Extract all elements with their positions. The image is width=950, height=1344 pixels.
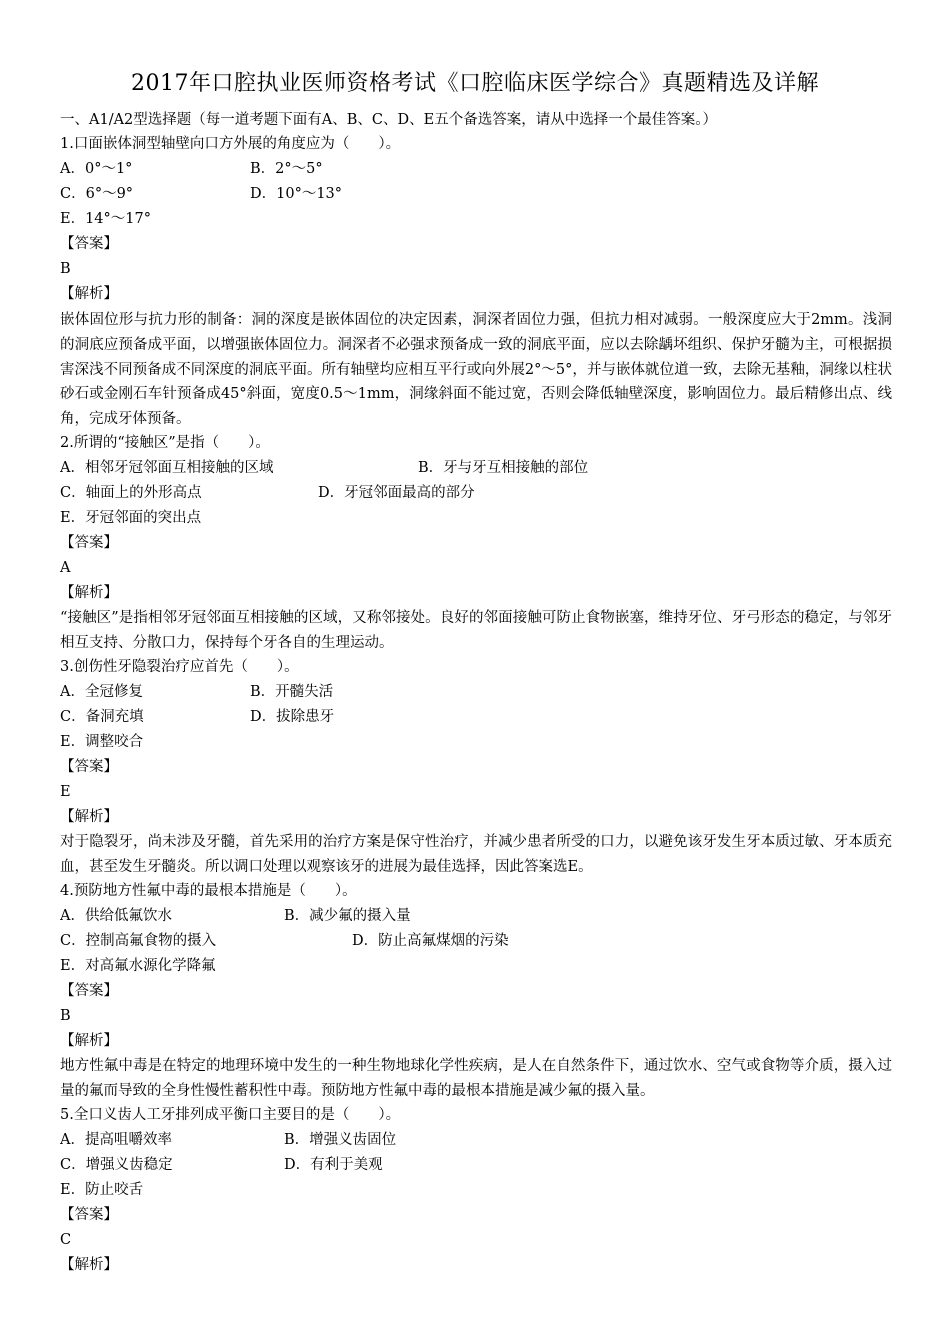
q4-analysis: 地方性氟中毒是在特定的地理环境中发生的一种生物地球化学性疾病，是人在自然条件下，通过饮水、空气或食物等介质，摄入过量的氟而导致的全身性慢性蓄积性中毒。预防地方性氟中毒的最根本措施是减少氟的摄入量。 <box>60 1058 892 1099</box>
q5-option-d: D．有利于美观 <box>284 1157 383 1173</box>
q2-option-b: B．牙与牙互相接触的部位 <box>418 460 589 476</box>
q5-answer: C <box>60 1232 72 1248</box>
q2-option-e: E．牙冠邻面的突出点 <box>60 510 202 526</box>
q1-option-d: D．10°～13° <box>250 186 343 202</box>
q3-option-d: D．拔除患牙 <box>250 709 335 725</box>
q3-answer-label: 【答案】 <box>60 759 118 775</box>
q2-option-d: D．牙冠邻面最高的部分 <box>318 485 475 501</box>
q5-answer-label: 【答案】 <box>60 1207 118 1223</box>
q3-analysis-label: 【解析】 <box>60 809 118 825</box>
section-header: 一、A1/A2型选择题（每一道考题下面有A、B、C、D、E五个备选答案，请从中选择一个最佳答案。） <box>60 112 717 128</box>
q3-option-a: A．全冠修复 <box>60 684 143 700</box>
q3-option-b: B．开髓失活 <box>250 684 334 700</box>
q5-option-b: B．增强义齿固位 <box>284 1132 397 1148</box>
q4-option-a: A．供给低氟饮水 <box>60 908 172 924</box>
q5-option-e: E．防止咬舌 <box>60 1182 144 1198</box>
question-5-stem: 5.全口义齿人工牙排列成平衡口主要目的是（ ）。 <box>60 1107 401 1123</box>
question-3-stem: 3.创伤性牙隐裂治疗应首先（ ）。 <box>60 659 299 675</box>
q3-analysis: 对于隐裂牙，尚未涉及牙髓，首先采用的治疗方案是保守性治疗，并减少患者所受的口力，以避免该牙发生牙本质过敏、牙本质充血，甚至发生牙髓炎。所以调口处理以观察该牙的进展为最佳选择，因此答案选E。 <box>60 834 892 875</box>
q2-analysis-label: 【解析】 <box>60 585 118 601</box>
q2-answer: A <box>60 560 71 576</box>
q4-option-b: B．减少氟的摄入量 <box>284 908 411 924</box>
q4-analysis-label: 【解析】 <box>60 1033 118 1049</box>
q4-answer-label: 【答案】 <box>60 983 118 999</box>
q1-option-a: A．0°～1° <box>60 161 133 177</box>
question-4-stem: 4.预防地方性氟中毒的最根本措施是（ ）。 <box>60 883 357 899</box>
q2-analysis: “接触区”是指相邻牙冠邻面互相接触的区域，又称邻接处。良好的邻面接触可防止食物嵌塞，维持牙位、牙弓形态的稳定，与邻牙相互支持、分散口力，保持每个牙各自的生理运动。 <box>60 610 892 651</box>
q3-option-c: C．备洞充填 <box>60 709 144 725</box>
q1-option-c: C．6°～9° <box>60 186 134 202</box>
q4-option-d: D．防止高氟煤烟的污染 <box>352 933 509 949</box>
q1-analysis-label: 【解析】 <box>60 286 118 302</box>
q4-option-c: C．控制高氟食物的摄入 <box>60 933 217 949</box>
question-1-stem: 1.口面嵌体洞型轴壁向口方外展的角度应为（ ）。 <box>60 136 401 152</box>
q1-option-e: E．14°～17° <box>60 211 151 227</box>
q3-answer: E <box>60 784 71 800</box>
document-title: 2017年口腔执业医师资格考试《口腔临床医学综合》真题精选及详解 <box>131 71 819 96</box>
q3-option-e: E．调整咬合 <box>60 734 144 750</box>
q1-analysis: 嵌体固位形与抗力形的制备：洞的深度是嵌体固位的决定因素，洞深者固位力强，但抗力相对减弱。一般深度应大于2mm。浅洞的洞底应预备成平面，以增强嵌体固位力。洞深者不必强求预备成一致的洞底平面，应以去除龋坏组织、保护牙髓为主，可根据损害深浅不同预备成不同深度的洞底平面。所有轴壁均应相互平行或向外展2°～5°，并与嵌体就位道一致，去除无基釉，洞缘以柱状砂石或金刚石车针预备成45°斜面，宽度0.5～1mm，洞缘斜面不能过宽，否则会降低轴壁深度，影响固位力。最后精修出点、线角，完成牙体预备。 <box>60 312 892 428</box>
question-2-stem: 2.所谓的“接触区”是指（ ）。 <box>60 435 270 451</box>
q4-answer: B <box>60 1008 71 1024</box>
q5-option-a: A．提高咀嚼效率 <box>60 1132 172 1148</box>
q1-option-b: B．2°～5° <box>250 161 323 177</box>
q2-option-c: C．轴面上的外形高点 <box>60 485 202 501</box>
q1-answer: B <box>60 261 71 277</box>
q4-option-e: E．对高氟水源化学降氟 <box>60 958 216 974</box>
q5-analysis-label: 【解析】 <box>60 1257 118 1273</box>
q1-answer-label: 【答案】 <box>60 236 118 252</box>
q5-option-c: C．增强义齿稳定 <box>60 1157 173 1173</box>
q2-option-a: A．相邻牙冠邻面互相接触的区域 <box>60 460 274 476</box>
q2-answer-label: 【答案】 <box>60 535 118 551</box>
